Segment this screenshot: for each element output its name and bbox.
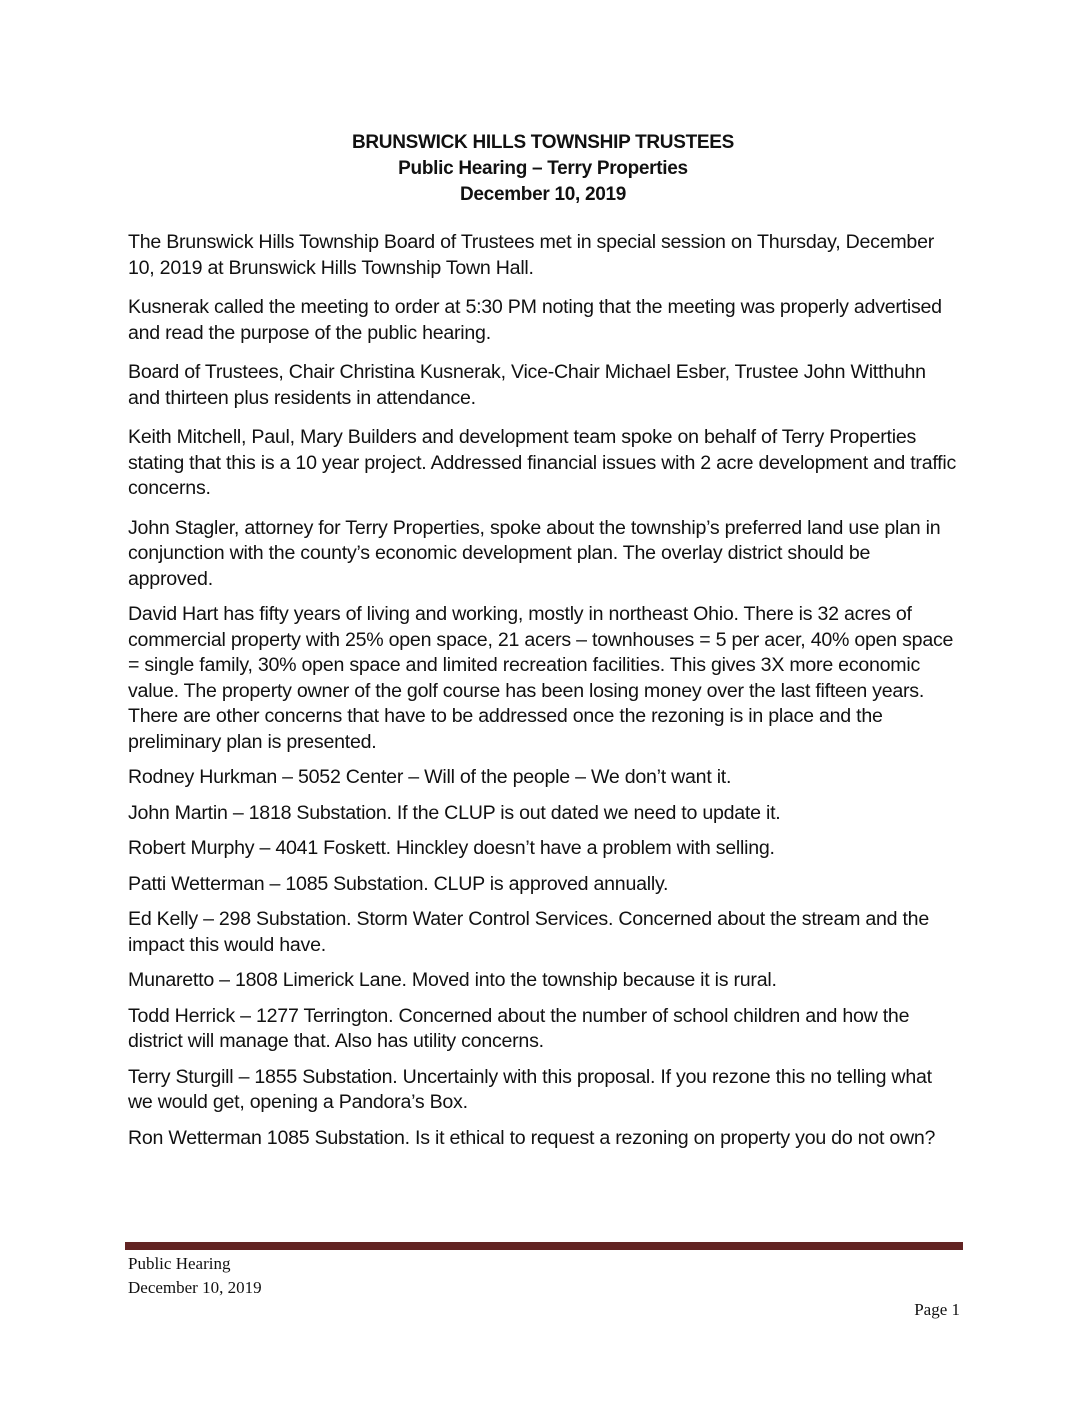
document-body [128, 230, 958, 1151]
title-line-3: December 10, 2019 [459, 184, 627, 205]
footer-rule [125, 1242, 963, 1250]
paragraph: Robert Murphy – 4041 Foskett. Hinckley doesn’t have a problem with selling. [128, 837, 775, 859]
paragraph: Ed Kelly – 298 Substation. Storm Water Control Services. Concerned about the stream and the impact this would have. [128, 908, 929, 956]
paragraph: Ron Wetterman 1085 Substation. Is it ethical to request a rezoning on property you do not own? [128, 1126, 936, 1149]
paragraph: Patti Wetterman – 1085 Substation. CLUP is approved annually. [128, 872, 669, 895]
footer [128, 1252, 262, 1300]
page-number: Page 1 [914, 1300, 960, 1319]
paragraph: Board of Trustees, Chair Christina Kusnerak, Vice-Chair Michael Esber, Trustee John Witthuhn and thirteen plus residents in attendance. [128, 361, 926, 409]
document-title [128, 130, 958, 208]
paragraph: David Hart has fifty years of living and working, mostly in northeast Ohio. There is 32 acres of commercial property with 25% open space, 21 acers – townhouses = 5 per acer, 40% open space = single family, 30% open space and limited recreation facilities. This gives 3X more economic value. The property owner of the golf course has been losing money over the last fifteen years. There are other concerns that have to be addressed once the rezoning is in place and the preliminary plan is presented. [128, 603, 954, 753]
paragraph: Kusnerak called the meeting to order at 5:30 PM noting that the meeting was properly advertised and read the purpose of the public hearing. [128, 296, 942, 344]
paragraph: John Stagler, attorney for Terry Properties, spoke about the township’s preferred land use plan in conjunction with the county’s economic development plan. The overlay district should be approved. [128, 516, 941, 590]
footer-line-1: Public Hearing [128, 1254, 231, 1273]
paragraph: John Martin – 1818 Substation. If the CLUP is out dated we need to update it. [128, 801, 781, 824]
paragraph: The Brunswick Hills Township Board of Trustees met in special session on Thursday, December 10, 2019 at Brunswick Hills Township Town Hall. [128, 231, 934, 279]
paragraph: Keith Mitchell, Paul, Mary Builders and development team spoke on behalf of Terry Properties stating that this is a 10 year project. Addressed financial issues with 2 acre development and traffic concerns. [128, 426, 957, 499]
paragraph: Terry Sturgill – 1855 Substation. Uncertainly with this proposal. If you rezone this no telling what we would get, opening a Pandora’s Box. [128, 1065, 932, 1113]
document-page [128, 130, 958, 1161]
title-line-1: BRUNSWICK HILLS TOWNSHIP TRUSTEES [351, 132, 735, 153]
footer-line-2: December 10, 2019 [128, 1278, 262, 1297]
paragraph: Rodney Hurkman – 5052 Center – Will of the people – We don’t want it. [128, 766, 732, 788]
paragraph: Munaretto – 1808 Limerick Lane. Moved into the township because it is rural. [128, 969, 777, 991]
title-line-2: Public Hearing – Terry Properties [398, 158, 688, 179]
paragraph: Todd Herrick – 1277 Terrington. Concerned about the number of school children and how the district will manage that. Also has utility concerns. [128, 1004, 910, 1052]
